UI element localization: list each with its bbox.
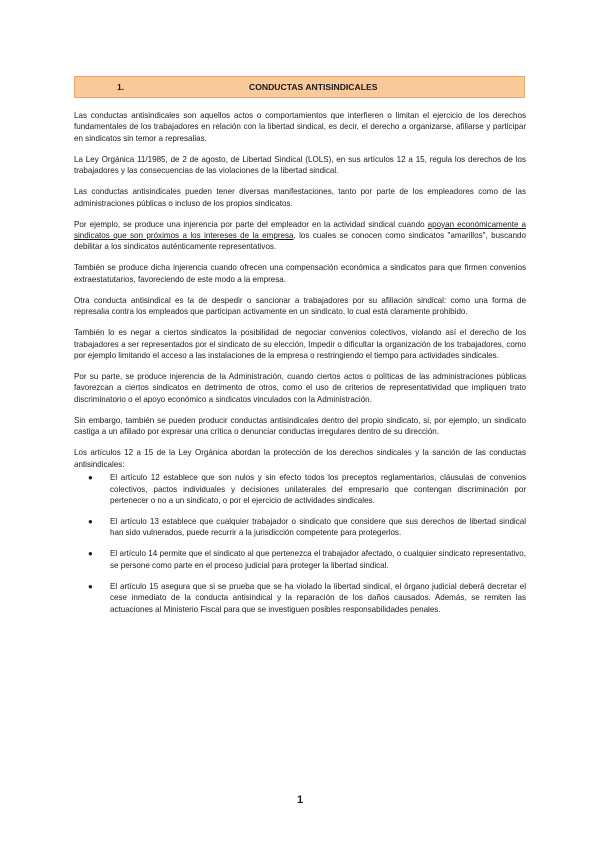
list-item-text: El artículo 12 establece que son nulos y sin efecto todos los preceptos reglamentarios, cláusulas de convenios colectivos, pactos individuales y decisiones unilaterales del empresario que contengan discriminación por pertenecer o no a un sindicato, o por el ejercicio de actividades sindicales. <box>110 473 526 505</box>
paragraph: La Ley Orgánica 11/1985, de 2 de agosto, de Libertad Sindical (LOLS), en sus artículos 12 a 15, regula los derechos de los trabajadores y las consecuencias de las violaciones de la libertad sindical. <box>74 154 526 176</box>
section-header <box>74 76 525 98</box>
paragraph: También se produce dicha injerencia cuando ofrecen una compensación económica a sindicatos para que firmen convenios extraestatutarios, favoreciendo de este modo a la empresa. <box>74 263 526 284</box>
list-item <box>74 581 526 615</box>
section-title: CONDUCTAS ANTISINDICALES <box>249 82 378 92</box>
page-number: 1 <box>296 794 304 806</box>
list-item <box>74 548 526 571</box>
paragraph: También lo es negar a ciertos sindicatos la posibilidad de negociar convenios colectivos, violando así el derecho de los trabajadores a ser representados por el sindicato de su elección, Impedir o dificultar la organización de los trabajadores, como por ejemplo limitando el acceso a las instalaciones de la empresa o restringiendo el tiempo para actividades sindicales. <box>74 328 526 361</box>
paragraph: Otra conducta antisindical es la de despedir o sancionar a trabajadores por su afiliación sindical: como una forma de represalia contra los empleados que participan activamente en un sindicato, lo cual está claramente prohibido. <box>74 295 526 317</box>
article-list <box>74 472 526 615</box>
underlined-text: apoyan económicamente a sindicatos que son próximos a los intereses de la empresa <box>74 219 526 241</box>
document-body <box>74 110 526 625</box>
paragraph: Las conductas antisindicales pueden tener diversas manifestaciones, tanto por parte de los empleadores como de las administraciones públicas o incluso de los propios sindicatos. <box>74 187 526 208</box>
bullet-icon: ● <box>88 581 93 591</box>
list-item-text: El artículo 14 permite que el sindicato al que pertenezca el trabajador afectado, o cualquier sindicato representativo, se persone como parte en el proceso judicial para proteger la libertad sindical. <box>110 549 526 570</box>
paragraph: Por su parte, se produce injerencia de la Administración, cuando ciertos actos o políticas de las administraciones públicas favorezcan a ciertos sindicatos en detrimento de otros, como el uso de criterios de representatividad que impliquen trato discriminatorio o el apoyo económico a sindicatos vinculados con la Administración. <box>74 372 526 404</box>
list-item-text: El artículo 15 asegura que si se prueba que se ha violado la libertad sindical, el órgano judicial deberá decretar el cese inmediato de la conducta antisindical y la reparación de los daños causados. Además, se remiten las actuaciones al Ministerio Fiscal para que se investiguen posibles responsabilidades penales. <box>110 581 526 614</box>
paragraph <box>74 219 526 253</box>
paragraph: Los artículos 12 a 15 de la Ley Orgánica abordan la protección de los derechos sindicales y la sanción de las conductas antisindicales: <box>74 448 526 469</box>
list-item <box>74 516 526 539</box>
bullet-icon: ● <box>88 473 93 483</box>
section-number: 1. <box>117 82 125 92</box>
paragraph: Las conductas antisindicales son aquellos actos o comportamientos que interfieren o limitan el ejercicio de los derechos fundamentales de los trabajadores en relación con la libertad sindical, es decir, el derecho a organizarse, afiliarse y participar en sindicatos sin temor a represalias. <box>74 111 526 143</box>
bullet-icon: ● <box>88 549 93 559</box>
list-item-text: El artículo 13 establece que cualquier trabajador o sindicato que considere que sus derechos de libertad sindical han sido vulnerados, puede recurrir a la jurisdicción competente para protegerlos. <box>110 516 526 538</box>
paragraph: Sin embargo, también se pueden producir conductas antisindicales dentro del propio sindicato, si, por ejemplo, un sindicato castiga a un afiliado por expresar una crítica o denunciar conductas irregulares dentro de su dirección. <box>74 415 526 437</box>
list-item <box>74 472 526 506</box>
paragraph-text: Por ejemplo, se produce una injerencia por parte del empleador en la actividad sindical cuando <box>74 219 428 229</box>
bullet-icon: ● <box>88 516 93 526</box>
paragraph-text: , los cuales se conocen como sindicatos "amarillos", buscando debilitar a los sindicatos auténticamente representativos. <box>74 231 526 252</box>
